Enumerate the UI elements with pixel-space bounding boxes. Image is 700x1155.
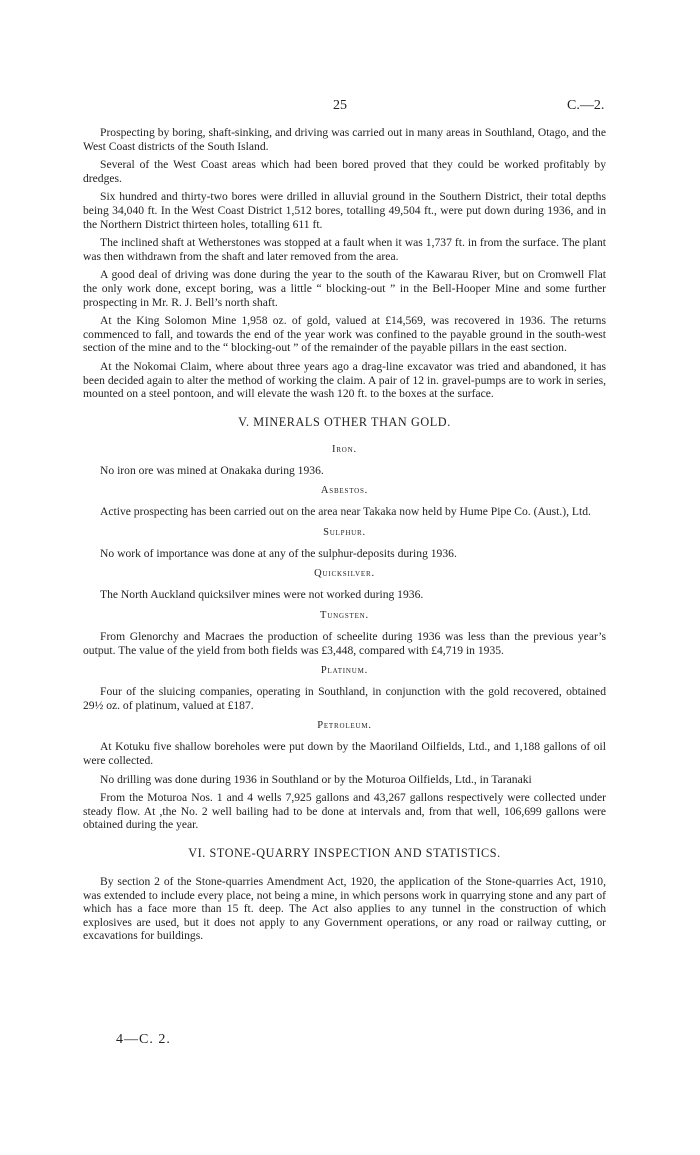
paragraph: Six hundred and thirty-two bores were drilled in alluvial ground in the Southern District, their total depths being 34,040 ft. In the West Coast District 1,512 bores, totalling 49,504 ft., were put down during 1936, and in the Northern District thirteen holes, totalling 611 ft. xyxy=(83,190,606,231)
paragraph: From the Moturoa Nos. 1 and 4 wells 7,925 gallons and 43,267 gallons respectively were collected under steady flow. At ,the No. 2 well bailing had to be done at intervals and, from that well, 106,699 gallons were obtained during the year. xyxy=(83,791,606,832)
paragraph: No work of importance was done at any of the sulphur-deposits during 1936. xyxy=(100,546,457,560)
paragraph: No iron ore was mined at Onakaka during 1936. xyxy=(100,463,324,477)
subheading-sulphur: Sulphur. xyxy=(323,526,366,538)
paragraph: At the King Solomon Mine 1,958 oz. of gold, valued at £14,569, was recovered in 1936. The returns commenced to fall, and towards the end of the year work was confined to the payable ground in the south-west section of the mine and to the “ blocking-out ” of the remainder of the payable pillars in the east section. xyxy=(83,314,606,355)
paragraph: At Kotuku five shallow boreholes were put down by the Maoriland Oilfields, Ltd., and 1,188 gallons of oil were collected. xyxy=(83,740,606,768)
section-heading-minerals: V. MINERALS OTHER THAN GOLD. xyxy=(238,414,451,429)
subheading-petroleum: Petroleum. xyxy=(317,720,372,732)
paragraph: The inclined shaft at Wetherstones was stopped at a fault when it was 1,737 ft. in from the surface. The plant was then withdrawn from the shaft and later removed from the area. xyxy=(83,236,606,263)
document-body xyxy=(83,126,606,948)
document-code: C.—2. xyxy=(567,98,605,113)
subheading-tungsten: Tungsten. xyxy=(320,610,369,622)
section-heading-stone-quarry: VI. STONE-QUARRY INSPECTION AND STATISTICS. xyxy=(188,846,501,860)
paragraph: No drilling was done during 1936 in Southland or by the Moturoa Oilfields, Ltd., in Taranaki xyxy=(100,772,532,786)
paragraph: By section 2 of the Stone-quarries Amendment Act, 1920, the application of the Stone-quarries Act, 1910, was extended to include every place, not being a mine, in which persons work in quarrying stone and any part of which has a face more than 15 ft. deep. The Act also applies to any tunnel in the construction of which explosives are used, but it does not apply to any Government operations, or any road or railway cutting, or excavations for buildings. xyxy=(83,875,606,943)
paragraph: The North Auckland quicksilver mines were not worked during 1936. xyxy=(100,588,424,602)
paragraph: Four of the sluicing companies, operating in Southland, in conjunction with the gold recovered, obtained 29½ oz. of platinum, valued at £187. xyxy=(83,685,606,712)
subheading-asbestos: Asbestos. xyxy=(320,485,369,497)
paragraph: Prospecting by boring, shaft-sinking, and driving was carried out in many areas in Southland, Otago, and the West Coast districts of the South Island. xyxy=(83,126,606,153)
paragraph: From Glenorchy and Macraes the production of scheelite during 1936 was less than the previous year’s output. The value of the yield from both fields was £3,448, compared with £4,719 in 1935. xyxy=(83,630,606,657)
paragraph: At the Nokomai Claim, where about three years ago a drag-line excavator was tried and abandoned, it has been decided again to alter the method of working the claim. A pair of 12 in. gravel-pumps are to work in series, mounted on a steel pontoon, and will elevate the wash 120 ft. to the boxes at the surface. xyxy=(83,359,606,401)
signature-mark: 4—C. 2. xyxy=(116,1032,171,1047)
page-number: 25 xyxy=(333,98,347,113)
subheading-platinum: Platinum. xyxy=(320,665,369,677)
subheading-quicksilver: Quicksilver. xyxy=(314,568,375,580)
subheading-iron: Iron. xyxy=(332,443,357,455)
paragraph: A good deal of driving was done during the year to the south of the Kawarau River, but on Cromwell Flat the only work done, except boring, was a little “ blocking-out ” in the Bell-Hooper Mine and some further prospecting in Mr. R. J. Bell’s north shaft. xyxy=(83,268,606,309)
paragraph: Active prospecting has been carried out on the area near Takaka now held by Hume Pipe Co. (Aust.), Ltd. xyxy=(100,505,591,519)
paragraph: Several of the West Coast areas which had been bored proved that they could be worked profitably by dredges. xyxy=(83,158,606,185)
page-header xyxy=(0,98,700,114)
